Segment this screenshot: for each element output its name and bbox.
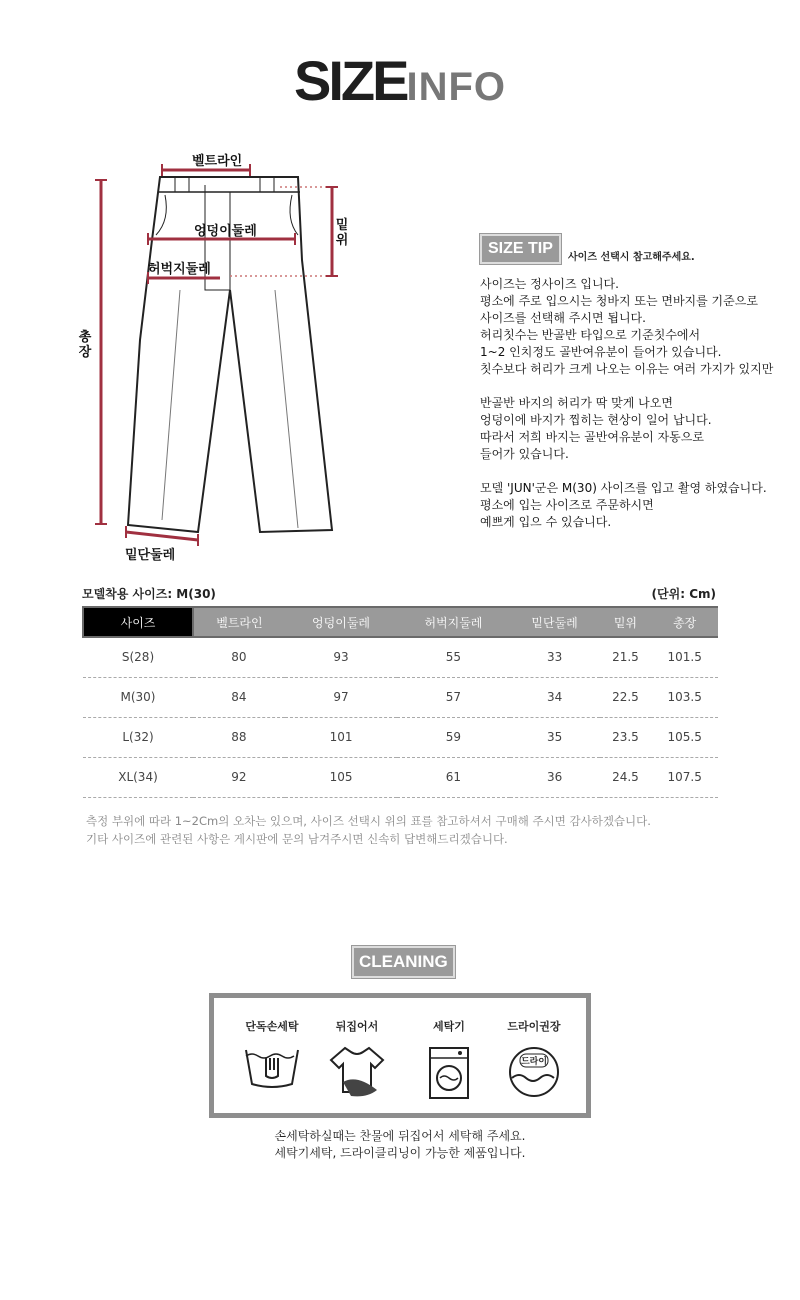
pants-diagram	[70, 140, 370, 570]
table-cell: 103.5	[651, 677, 718, 717]
table-cell: 23.5	[600, 717, 652, 757]
header-hip: 엉덩이둘레	[285, 607, 397, 637]
washing-machine-icon	[424, 1044, 474, 1100]
table-cell: 59	[397, 717, 509, 757]
label-rise-bottom: 위	[335, 233, 349, 248]
label-hem: 밑단둘레	[125, 548, 176, 563]
table-cell: 34	[510, 677, 600, 717]
table-cell: 88	[193, 717, 285, 757]
tip-line: 칫수보다 허리가 크게 나오는 이유는 여러 가지가 있지만	[480, 362, 774, 376]
table-cell: 33	[510, 637, 600, 677]
table-cell: 61	[397, 757, 509, 797]
tip-line: 평소에 입는 사이즈로 주문하시면	[480, 498, 654, 512]
unit-label: (단위: Cm)	[651, 587, 716, 601]
table-cell: 80	[193, 637, 285, 677]
size-tip-badge: SIZE TIP	[480, 234, 561, 264]
size-info-title	[0, 48, 800, 113]
label-hip: 엉덩이둘레	[194, 224, 257, 239]
table-header-row	[83, 607, 718, 637]
cleaning-box	[209, 993, 591, 1118]
table-cell: 36	[510, 757, 600, 797]
table-row	[83, 677, 718, 717]
tip-paragraph-2	[480, 395, 773, 463]
table-cell: 57	[397, 677, 509, 717]
tip-line: 1~2 인치정도 골반여유분이 들어가 있습니다.	[480, 345, 722, 359]
table-cell: XL(34)	[83, 757, 193, 797]
header-total-length: 총장	[651, 607, 718, 637]
label-length-bottom: 장	[78, 345, 92, 360]
table-cell: 101	[285, 717, 397, 757]
tip-line: 평소에 주로 입으시는 청바지 또는 면바지를 기준으로	[480, 294, 758, 308]
cleaning-note-line-2: 세탁기세탁, 드라이클리닝이 가능한 제품입니다.	[274, 1146, 526, 1160]
table-note	[86, 812, 651, 848]
header-thigh: 허벅지둘레	[397, 607, 509, 637]
table-note-line-1: 측정 부위에 따라 1~2Cm의 오차는 있으며, 사이즈 선택시 위의 표를 참고하셔서 구매해 주시면 감사하겠습니다.	[86, 814, 651, 828]
tip-line: 따라서 저희 바지는 골반여유분이 자동으로	[480, 430, 704, 444]
table-cell: 35	[510, 717, 600, 757]
table-cell: 105.5	[651, 717, 718, 757]
tip-line: 엉덩이에 바지가 찝히는 현상이 일어 납니다.	[480, 413, 712, 427]
header-size: 사이즈	[83, 607, 193, 637]
table-row	[83, 757, 718, 797]
table-cell: M(30)	[83, 677, 193, 717]
table-note-line-2: 기타 사이즈에 관련된 사항은 게시판에 문의 남겨주시면 신속히 답변해드리겠습니다.	[86, 832, 508, 846]
table-cell: 101.5	[651, 637, 718, 677]
label-rise-top: 밑	[335, 218, 349, 233]
table-cell: 55	[397, 637, 509, 677]
table-cell: 21.5	[600, 637, 652, 677]
label-length-top: 총	[78, 330, 92, 345]
cleaning-item-machine	[409, 1018, 489, 1100]
table-cell: 93	[285, 637, 397, 677]
table-cell: 107.5	[651, 757, 718, 797]
cleaning-note	[0, 1128, 800, 1162]
table-cell: 24.5	[600, 757, 652, 797]
label-rise	[335, 218, 349, 248]
tip-line: 들어가 있습니다.	[480, 447, 569, 461]
header-hem: 밑단둘레	[510, 607, 600, 637]
table-row	[83, 637, 718, 677]
cleaning-item-label: 세탁기	[433, 1020, 465, 1033]
size-tip-text	[480, 276, 773, 548]
header-rise: 밑위	[600, 607, 652, 637]
hand-wash-icon	[242, 1044, 302, 1094]
label-total-length	[78, 330, 92, 360]
tip-line: 반골반 바지의 허리가 딱 맞게 나오면	[480, 396, 673, 410]
model-size-label: 모델착용 사이즈: M(30)	[82, 587, 216, 601]
table-row	[83, 717, 718, 757]
cleaning-item-label: 뒤집어서	[335, 1020, 379, 1033]
cleaning-note-line-1: 손세탁하실때는 찬물에 뒤집어서 세탁해 주세요.	[274, 1129, 526, 1143]
inside-out-shirt-icon	[327, 1044, 387, 1100]
size-table	[82, 606, 718, 798]
table-cell: S(28)	[83, 637, 193, 677]
table-cell: L(32)	[83, 717, 193, 757]
cleaning-item-label: 단독손세탁	[245, 1020, 299, 1033]
table-cell: 84	[193, 677, 285, 717]
header-belt-line: 벨트라인	[193, 607, 285, 637]
tip-paragraph-3	[480, 480, 773, 531]
cleaning-item-label: 드라이권장	[507, 1020, 561, 1033]
tip-line: 허리칫수는 반골반 타입으로 기준칫수에서	[480, 328, 701, 342]
label-thigh: 허벅지둘레	[148, 262, 211, 277]
tip-line: 사이즈는 정사이즈 입니다.	[480, 277, 619, 291]
table-cell: 22.5	[600, 677, 652, 717]
tip-paragraph-1	[480, 276, 773, 378]
table-cell: 105	[285, 757, 397, 797]
cleaning-badge: CLEANING	[352, 946, 455, 978]
tip-line: 모델 'JUN'군은 M(30) 사이즈를 입고 촬영 하였습니다.	[480, 481, 767, 495]
cleaning-item-inside-out	[317, 1018, 397, 1100]
label-belt-line: 벨트라인	[192, 154, 243, 169]
table-cell: 97	[285, 677, 397, 717]
title-size: SIZE	[293, 49, 407, 112]
tip-line: 예쁘게 입으 수 있습니다.	[480, 515, 612, 529]
size-tip-header	[480, 234, 695, 264]
dry-clean-icon-text: 드라이	[520, 1057, 548, 1067]
size-tip-note: 사이즈 선택시 참고해주세요.	[568, 252, 695, 263]
pants-illustration	[70, 140, 370, 570]
table-cell: 92	[193, 757, 285, 797]
dry-clean-icon	[504, 1044, 564, 1100]
title-info: INFO	[406, 65, 506, 109]
cleaning-item-hand-wash	[232, 1018, 312, 1094]
cleaning-item-dry-clean	[494, 1018, 574, 1100]
tip-line: 사이즈를 선택해 주시면 됩니다.	[480, 311, 646, 325]
